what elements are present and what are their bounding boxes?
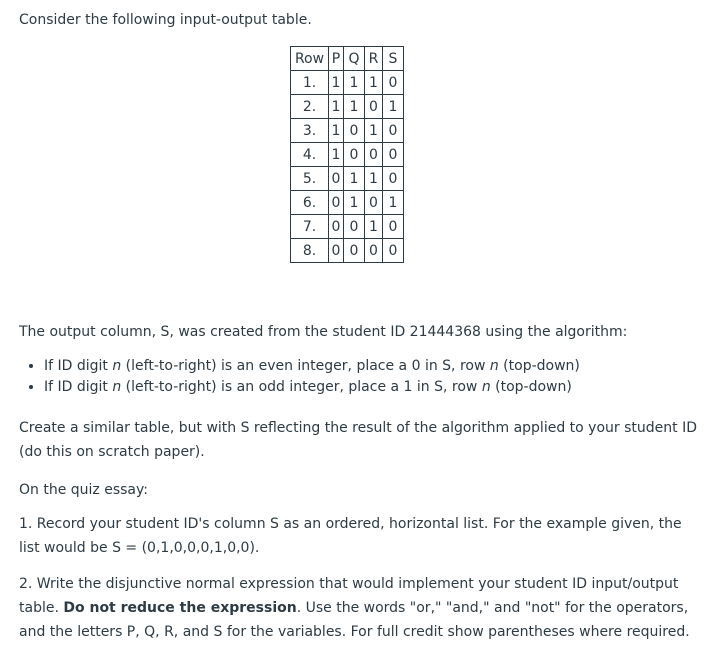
- cell-q: 1: [344, 167, 365, 191]
- cell-s: 0: [383, 119, 404, 143]
- table-row: [291, 119, 404, 143]
- bullet-variable: n: [112, 358, 122, 374]
- cell-s: 0: [383, 143, 404, 167]
- cell-p: 1: [329, 71, 344, 95]
- bullet-text: (left-to-right) is an odd integer, place a 1 in S, row: [121, 379, 482, 395]
- row-number: 6.: [291, 191, 329, 215]
- bullet-text: If ID digit: [44, 379, 113, 395]
- step-2-bold-text: Do not reduce the expression: [63, 600, 297, 616]
- bullet-text: (top-down): [490, 379, 572, 395]
- row-number: 1.: [291, 71, 329, 95]
- cell-q: 1: [344, 95, 365, 119]
- step-2-text: 2. Write the disjunctive normal expression that would implement your student ID input/output table.: [19, 576, 679, 616]
- algorithm-intro: The output column, S, was created from the student ID 21444368 using the algorithm:: [19, 324, 628, 340]
- table-row: [291, 95, 404, 119]
- table-header-row: [291, 47, 404, 71]
- row-number: 2.: [291, 95, 329, 119]
- header-row: Row: [291, 47, 329, 71]
- cell-s: 0: [383, 239, 404, 263]
- bullet-odd-rule: [44, 377, 694, 398]
- step-1-instruction: 1. Record your student ID's column S as an ordered, horizontal list. For the example given, the list would be S = (0,1,0,0,0,1,0,0).: [19, 516, 682, 556]
- cell-p: 1: [329, 95, 344, 119]
- cell-s: 0: [383, 167, 404, 191]
- step-2-text: . Use the words "or," "and," and "not" for the operators, and the letters P, Q, R, and S for the variables. For full credit show parentheses where required.: [19, 600, 690, 640]
- header-p: P: [329, 47, 344, 71]
- cell-r: 1: [365, 167, 383, 191]
- cell-q: 1: [344, 71, 365, 95]
- cell-p: 0: [329, 167, 344, 191]
- table-row: [291, 239, 404, 263]
- cell-r: 1: [365, 119, 383, 143]
- table-row: [291, 191, 404, 215]
- cell-r: 0: [365, 95, 383, 119]
- cell-q: 0: [344, 239, 365, 263]
- bullet-text: If ID digit: [44, 358, 113, 374]
- create-instruction: Create a similar table, but with S reflecting the result of the algorithm applied to your student ID (do this on scratch paper).: [19, 420, 697, 460]
- cell-q: 0: [344, 119, 365, 143]
- row-number: 3.: [291, 119, 329, 143]
- cell-s: 0: [383, 215, 404, 239]
- cell-r: 0: [365, 191, 383, 215]
- header-q: Q: [344, 47, 365, 71]
- header-s: S: [383, 47, 404, 71]
- cell-r: 0: [365, 143, 383, 167]
- cell-r: 0: [365, 239, 383, 263]
- cell-r: 1: [365, 215, 383, 239]
- step-2-instruction: [19, 572, 699, 644]
- cell-s: 1: [383, 191, 404, 215]
- table-row: [291, 215, 404, 239]
- bullet-variable: n: [489, 358, 499, 374]
- intro-text: Consider the following input-output table.: [19, 12, 312, 28]
- row-number: 7.: [291, 215, 329, 239]
- bullet-variable: n: [481, 379, 491, 395]
- table-row: [291, 143, 404, 167]
- quiz-heading: On the quiz essay:: [19, 482, 148, 498]
- cell-q: 0: [344, 215, 365, 239]
- cell-p: 0: [329, 239, 344, 263]
- input-output-table: [290, 46, 404, 263]
- cell-p: 1: [329, 143, 344, 167]
- bullet-text: (left-to-right) is an even integer, place a 0 in S, row: [121, 358, 490, 374]
- table-row: [291, 167, 404, 191]
- algorithm-bullet-list: [19, 356, 694, 398]
- bullet-variable: n: [112, 379, 122, 395]
- row-number: 8.: [291, 239, 329, 263]
- cell-p: 1: [329, 119, 344, 143]
- cell-q: 1: [344, 191, 365, 215]
- cell-p: 0: [329, 215, 344, 239]
- cell-s: 0: [383, 71, 404, 95]
- bullet-text: (top-down): [498, 358, 580, 374]
- bullet-even-rule: [44, 356, 694, 377]
- cell-s: 1: [383, 95, 404, 119]
- row-number: 5.: [291, 167, 329, 191]
- header-r: R: [365, 47, 383, 71]
- cell-r: 1: [365, 71, 383, 95]
- table-row: [291, 71, 404, 95]
- cell-q: 0: [344, 143, 365, 167]
- cell-p: 0: [329, 191, 344, 215]
- row-number: 4.: [291, 143, 329, 167]
